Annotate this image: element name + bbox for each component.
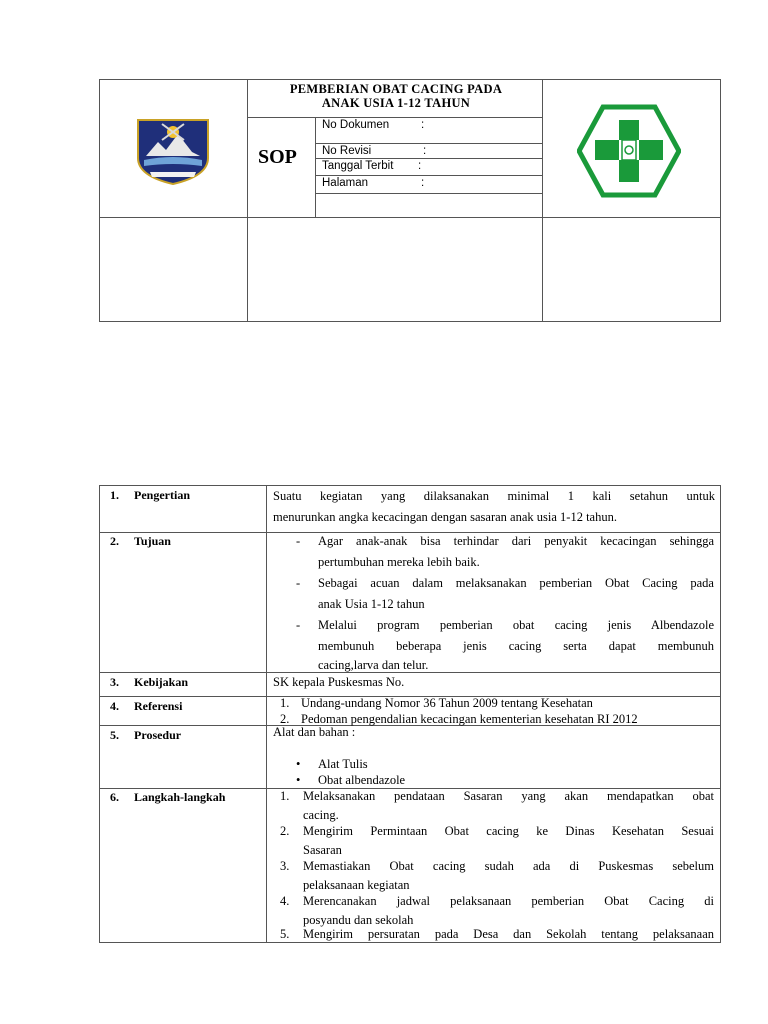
prosedur-bullet-2: • <box>296 773 301 787</box>
pengertian-text-line-1: Suatu kegiatan yang dilaksanakan minimal 1 kali setahun untuk <box>273 489 715 503</box>
tujuan-item-3-line-2: membunuh beberapa jenis cacing serta dapat membunuh <box>318 639 714 653</box>
langkah-num-2: 2. <box>280 824 290 838</box>
row-label-langkah: 6. Langkah-langkah <box>110 790 226 804</box>
row-label-pengertian: 1. Pengertian <box>110 488 190 502</box>
referensi-num-2: 2. <box>280 712 290 726</box>
langkah-item-2-line-1: Mengirim Permintaan Obat cacing ke Dinas Kesehatan Sesuai <box>303 824 714 838</box>
field-halaman: Halaman : <box>322 177 425 189</box>
prosedur-intro: Alat dan bahan : <box>273 725 356 739</box>
tujuan-item-3-line-3: cacing,larva dan telur. <box>318 658 429 672</box>
row-label-referensi: 4. Referensi <box>110 699 183 713</box>
tujuan-item-1-line-2: pertumbuhan mereka lebih baik. <box>318 555 480 569</box>
prosedur-item-1: Alat Tulis <box>318 757 368 771</box>
tujuan-dash-3: - <box>296 618 301 632</box>
tujuan-item-2-line-1: Sebagai acuan dalam melaksanakan pemberian Obat Cacing pada <box>318 576 714 590</box>
langkah-num-3: 3. <box>280 859 290 873</box>
sop-content-table <box>99 485 721 943</box>
tujuan-item-2-line-2: anak Usia 1-12 tahun <box>318 597 425 611</box>
regional-emblem-logo <box>134 114 212 186</box>
tujuan-item-3-line-1: Melalui program pemberian obat cacing jenis Albendazole <box>318 618 714 632</box>
prosedur-item-2: Obat albendazole <box>318 773 406 787</box>
sop-title-line-1: PEMBERIAN OBAT CACING PADA <box>289 82 503 96</box>
langkah-num-4: 4. <box>280 894 290 908</box>
langkah-num-1: 1. <box>280 789 290 803</box>
referensi-item-1: Undang-undang Nomor 36 Tahun 2009 tentang Kesehatan <box>301 696 593 710</box>
langkah-item-4-line-2: posyandu dan sekolah <box>303 913 414 927</box>
field-no-dokumen: No Dokumen : <box>322 119 425 131</box>
langkah-item-3-line-2: pelaksanaan kegiatan <box>303 878 410 892</box>
prosedur-bullet-1: • <box>296 757 301 771</box>
langkah-item-5-line-1: Mengirim persuratan pada Desa dan Sekolah tentang pelaksanaan <box>303 927 714 941</box>
pengertian-text-line-2: menurunkan angka kecacingan dengan sasaran anak usia 1-12 tahun. <box>273 510 617 524</box>
sop-title-line-2: ANAK USIA 1-12 TAHUN <box>321 96 471 110</box>
puskesmas-green-cross-logo <box>577 104 681 198</box>
langkah-item-1-line-2: cacing. <box>303 808 339 822</box>
tujuan-dash-2: - <box>296 576 301 590</box>
langkah-item-2-line-2: Sasaran <box>303 843 342 857</box>
tujuan-item-1-line-1: Agar anak-anak bisa terhindar dari penyakit kecacingan sehingga <box>318 534 714 548</box>
langkah-item-4-line-1: Merencanakan jadwal pelaksanaan pemberian Obat Cacing di <box>303 894 714 908</box>
row-label-tujuan: 2. Tujuan <box>110 534 171 548</box>
langkah-item-1-line-1: Melaksanakan pendataan Sasaran yang akan mendapatkan obat <box>303 789 714 803</box>
row-label-kebijakan: 3. Kebijakan <box>110 675 189 689</box>
row-label-prosedur: 5. Prosedur <box>110 728 182 742</box>
referensi-num-1: 1. <box>280 696 290 710</box>
langkah-num-5: 5. <box>280 927 290 941</box>
sop-label: SOP <box>258 146 297 168</box>
langkah-item-3-line-1: Memastiakan Obat cacing sudah ada di Puskesmas sebelum <box>303 859 714 873</box>
referensi-item-2: Pedoman pengendalian kecacingan kementerian kesehatan RI 2012 <box>301 712 638 726</box>
kebijakan-text: SK kepala Puskesmas No. <box>273 675 405 689</box>
field-no-revisi: No Revisi : <box>322 145 427 157</box>
tujuan-dash-1: - <box>296 534 301 548</box>
field-tanggal-terbit: Tanggal Terbit : <box>322 160 422 172</box>
sop-header-table <box>99 79 721 322</box>
